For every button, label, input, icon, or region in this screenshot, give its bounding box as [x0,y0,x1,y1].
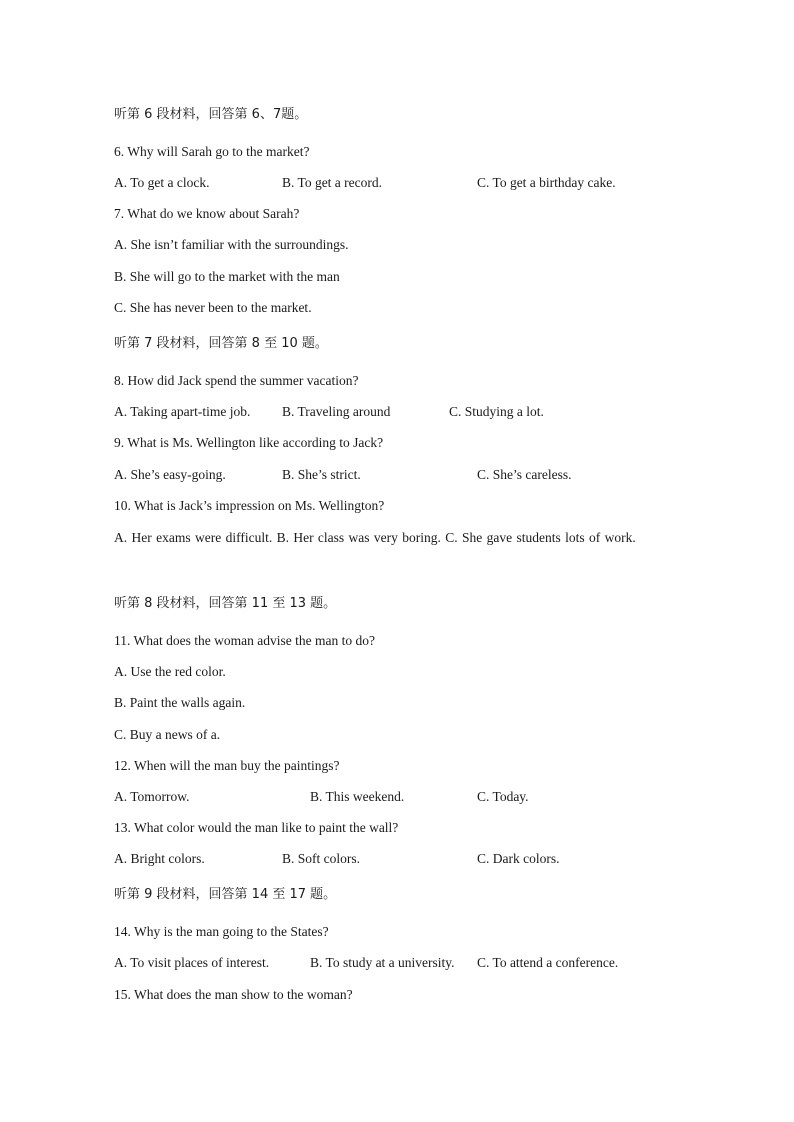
q8-option-a: A. Taking apart-time job. [114,404,251,419]
q6-option-a: A. To get a clock. [114,175,210,190]
question-13: 13. What color would the man like to paint the wall? [114,820,399,835]
section-heading: 听第 8 段材料，回答第 11 至 13 题。 [114,596,337,611]
question-14: 14. Why is the man going to the States? [114,924,329,939]
question-11: 11. What does the woman advise the man to do? [114,633,375,648]
q12-option-b: B. This weekend. [310,789,405,804]
question-12: 12. When will the man buy the paintings? [114,758,340,773]
q8-option-b: B. Traveling around [282,404,391,419]
q8-option-c: C. Studying a lot. [449,404,544,419]
question-6: 6. Why will Sarah go to the market? [114,144,310,159]
q14-option-a: A. To visit places of interest. [114,955,270,970]
q7-option-c: C. She has never been to the market. [114,300,312,315]
q11-option-c: C. Buy a news of a. [114,727,221,742]
q11-option-a: A. Use the red color. [114,664,226,679]
q13-option-b: B. Soft colors. [282,851,361,866]
q6-option-b: B. To get a record. [282,175,383,190]
question-15: 15. What does the man show to the woman? [114,987,353,1002]
q13-option-c: C. Dark colors. [477,851,560,866]
q7-option-b: B. She will go to the market with the man [114,269,340,284]
question-9: 9. What is Ms. Wellington like according to Jack? [114,435,384,450]
q9-option-b: B. She’s strict. [282,467,361,482]
question-7: 7. What do we know about Sarah? [114,206,300,221]
q14-option-b: B. To study at a university. [310,955,455,970]
section-heading: 听第 7 段材料，回答第 8 至 10 题。 [114,336,328,351]
section-heading: 听第 6 段材料，回答第 6、7题。 [114,107,308,122]
q13-option-a: A. Bright colors. [114,851,205,866]
question-8: 8. How did Jack spend the summer vacation? [114,373,359,388]
question-10: 10. What is Jack’s impression on Ms. Wellington? [114,498,385,513]
q9-option-a: A. She’s easy-going. [114,467,226,482]
q7-option-a: A. She isn’t familiar with the surroundings. [114,237,349,252]
section-heading: 听第 9 段材料，回答第 14 至 17 题。 [114,887,337,902]
q10-options: A. Her exams were difficult. B. Her class was very boring. C. She gave students lots of work. [114,530,636,545]
q11-option-b: B. Paint the walls again. [114,695,246,710]
q9-option-c: C. She’s careless. [477,467,572,482]
q6-option-c: C. To get a birthday cake. [477,175,616,190]
q12-option-a: A. Tomorrow. [114,789,190,804]
q12-option-c: C. Today. [477,789,529,804]
q14-option-c: C. To attend a conference. [477,955,619,970]
